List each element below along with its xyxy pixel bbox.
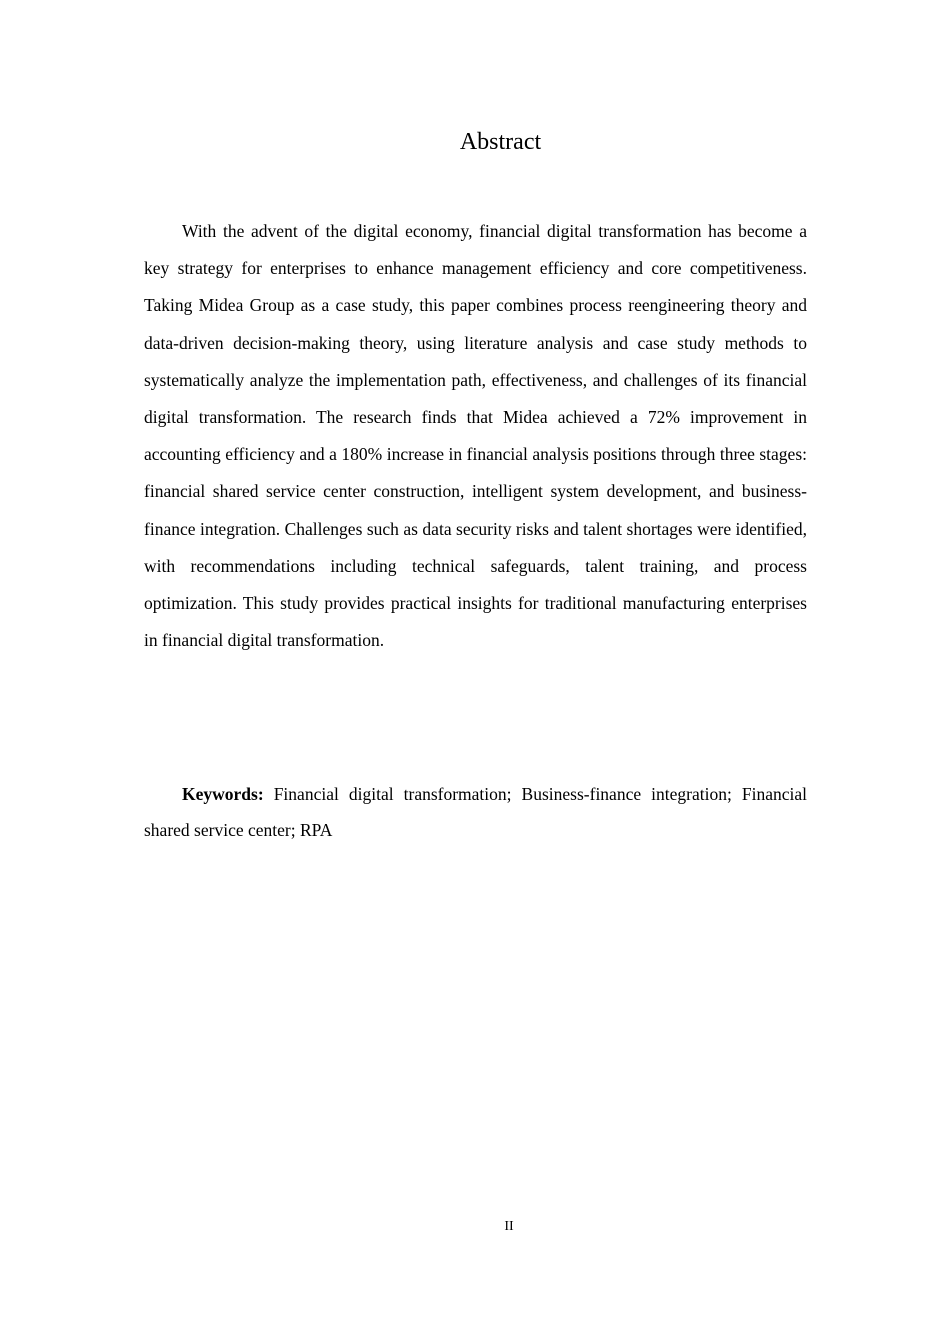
keywords-line — [144, 776, 807, 848]
abstract-paragraph: With the advent of the digital economy, financial digital transformation has become a key strategy for enterprises to enhance management efficiency and core competitiveness. Taking Midea Group as a case study, this paper combines process reengineering theory and data-driven decision-making theory, using literature analysis and case study methods to systematically analyze the implementation path, effectiveness, and challenges of its financial digital transformation. The research finds that Midea achieved a 72% improvement in accounting efficiency and a 180% increase in financial analysis positions through three stages: financial shared service center construction, intelligent system development, and business-finance integration. Challenges such as data security risks and talent shortages were identified, with recommendations including technical safeguards, talent training, and process optimization. This study provides practical insights for traditional manufacturing enterprises in financial digital transformation. — [144, 221, 807, 651]
abstract-title: Abstract — [459, 129, 542, 155]
keywords-text: Financial digital transformation; Business-finance integration; Financial shared service center; RPA — [144, 784, 807, 840]
page-number: II — [504, 1219, 514, 1234]
keywords-label: Keywords: — [182, 784, 264, 804]
